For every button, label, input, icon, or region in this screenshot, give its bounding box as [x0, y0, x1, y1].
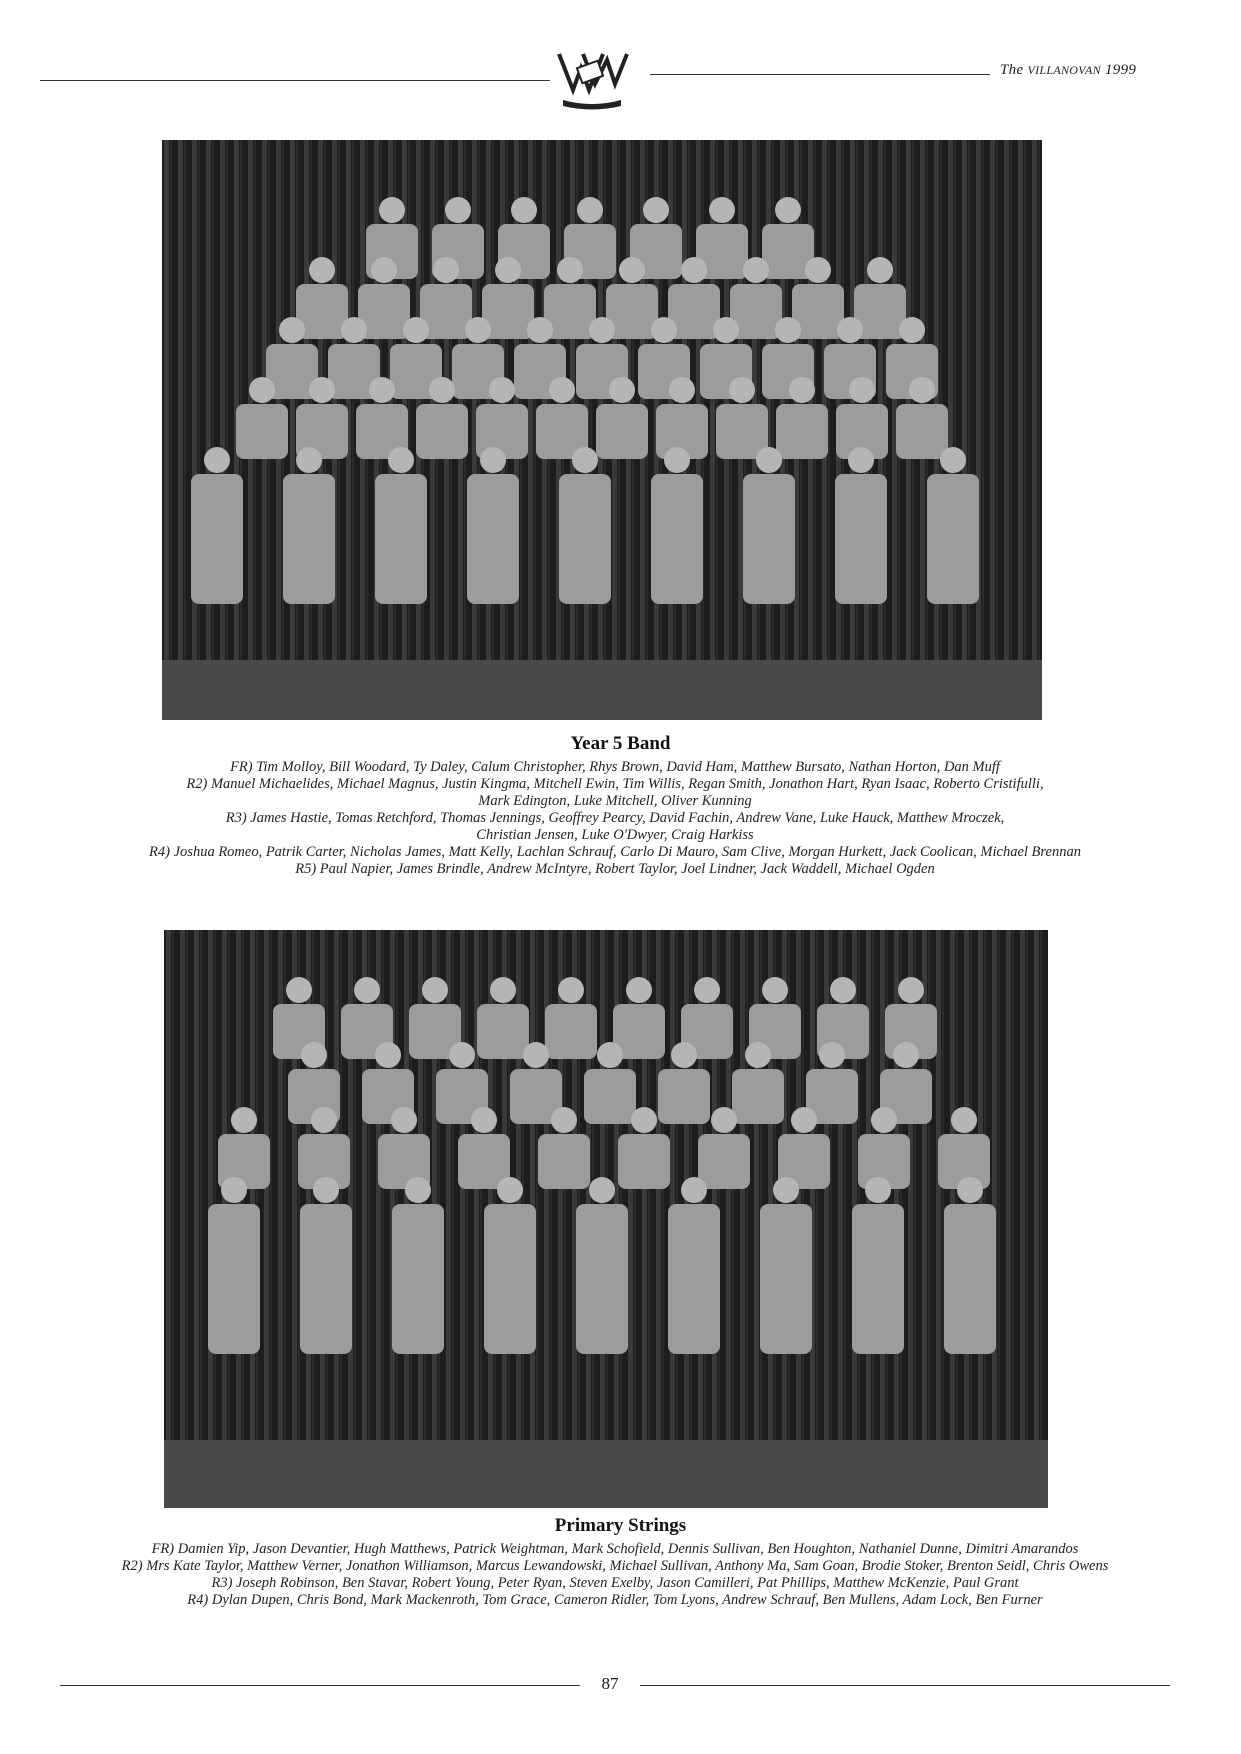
footer-rule-right: [640, 1685, 1170, 1686]
names-row-r4: R4) Dylan Dupen, Chris Bond, Mark Mackenroth, Tom Grace, Cameron Ridler, Tom Lyons, Andrew Schrauf, Ben Mullens, Adam Lock, Ben Furner: [187, 1592, 1043, 1608]
section-title-year5-band: Year 5 Band: [570, 733, 671, 754]
page-number: 87: [601, 1674, 619, 1693]
names-row-fr: FR) Tim Molloy, Bill Woodard, Ty Daley, Calum Christopher, Rhys Brown, David Ham, Matthew Bursato, Nathan Horton, Dan Muff: [230, 759, 1000, 775]
names-row-fr: FR) Damien Yip, Jason Devantier, Hugh Matthews, Patrick Weightman, Mark Schofield, Dennis Sullivan, Ben Houghton, Nathaniel Dunne, Dimitri Amarandos: [151, 1541, 1079, 1557]
header-rule-left: [40, 80, 550, 81]
names-row-r2: R2) Mrs Kate Taylor, Matthew Verner, Jonathon Williamson, Marcus Lewandowski, Michael Sullivan, Anthony Ma, Sam Goan, Brodie Stoker, Brenton Seidl, Chris Owens: [121, 1558, 1109, 1574]
primary-strings-photo: [164, 930, 1048, 1508]
names-row-r5: R5) Paul Napier, James Brindle, Andrew McIntyre, Robert Taylor, Joel Lindner, Jack Waddell, Michael Ogden: [295, 861, 935, 877]
names-row-r3: R3) Joseph Robinson, Ben Stavar, Robert Young, Peter Ryan, Steven Exelby, Jason Camilleri, Pat Phillips, Matthew McKenzie, Paul Grant: [211, 1575, 1019, 1591]
year5-band-names: [60, 759, 1170, 878]
footer-rule-left: [60, 1685, 580, 1686]
names-row-r3-cont: Christian Jensen, Luke O'Dwyer, Craig Harkiss: [476, 827, 754, 843]
school-crest-logo: [555, 50, 629, 112]
names-row-r4: R4) Joshua Romeo, Patrik Carter, Nicholas James, Matt Kelly, Lachlan Schrauf, Carlo Di Mauro, Sam Clive, Morgan Hurkett, Jack Coolican, Michael Brennan: [149, 844, 1081, 860]
header-rule-right: [650, 74, 990, 75]
section-title-primary-strings: Primary Strings: [554, 1515, 687, 1536]
names-row-r3: R3) James Hastie, Tomas Retchford, Thomas Jennings, Geoffrey Pearcy, David Fachin, Andrew Vane, Luke Hauck, Matthew Mroczek,: [225, 810, 1005, 826]
names-row-r2: R2) Manuel Michaelides, Michael Magnus, Justin Kingma, Mitchell Ewin, Tim Willis, Regan Smith, Jonathon Hart, Ryan Isaac, Roberto Cristifulli,: [186, 776, 1044, 792]
publication-title: The VILLANOVAN 1999: [1000, 62, 1137, 78]
names-row-r2-cont: Mark Edington, Luke Mitchell, Oliver Kunning: [478, 793, 752, 809]
year5-band-photo: [162, 140, 1042, 720]
primary-strings-names: [60, 1541, 1170, 1609]
